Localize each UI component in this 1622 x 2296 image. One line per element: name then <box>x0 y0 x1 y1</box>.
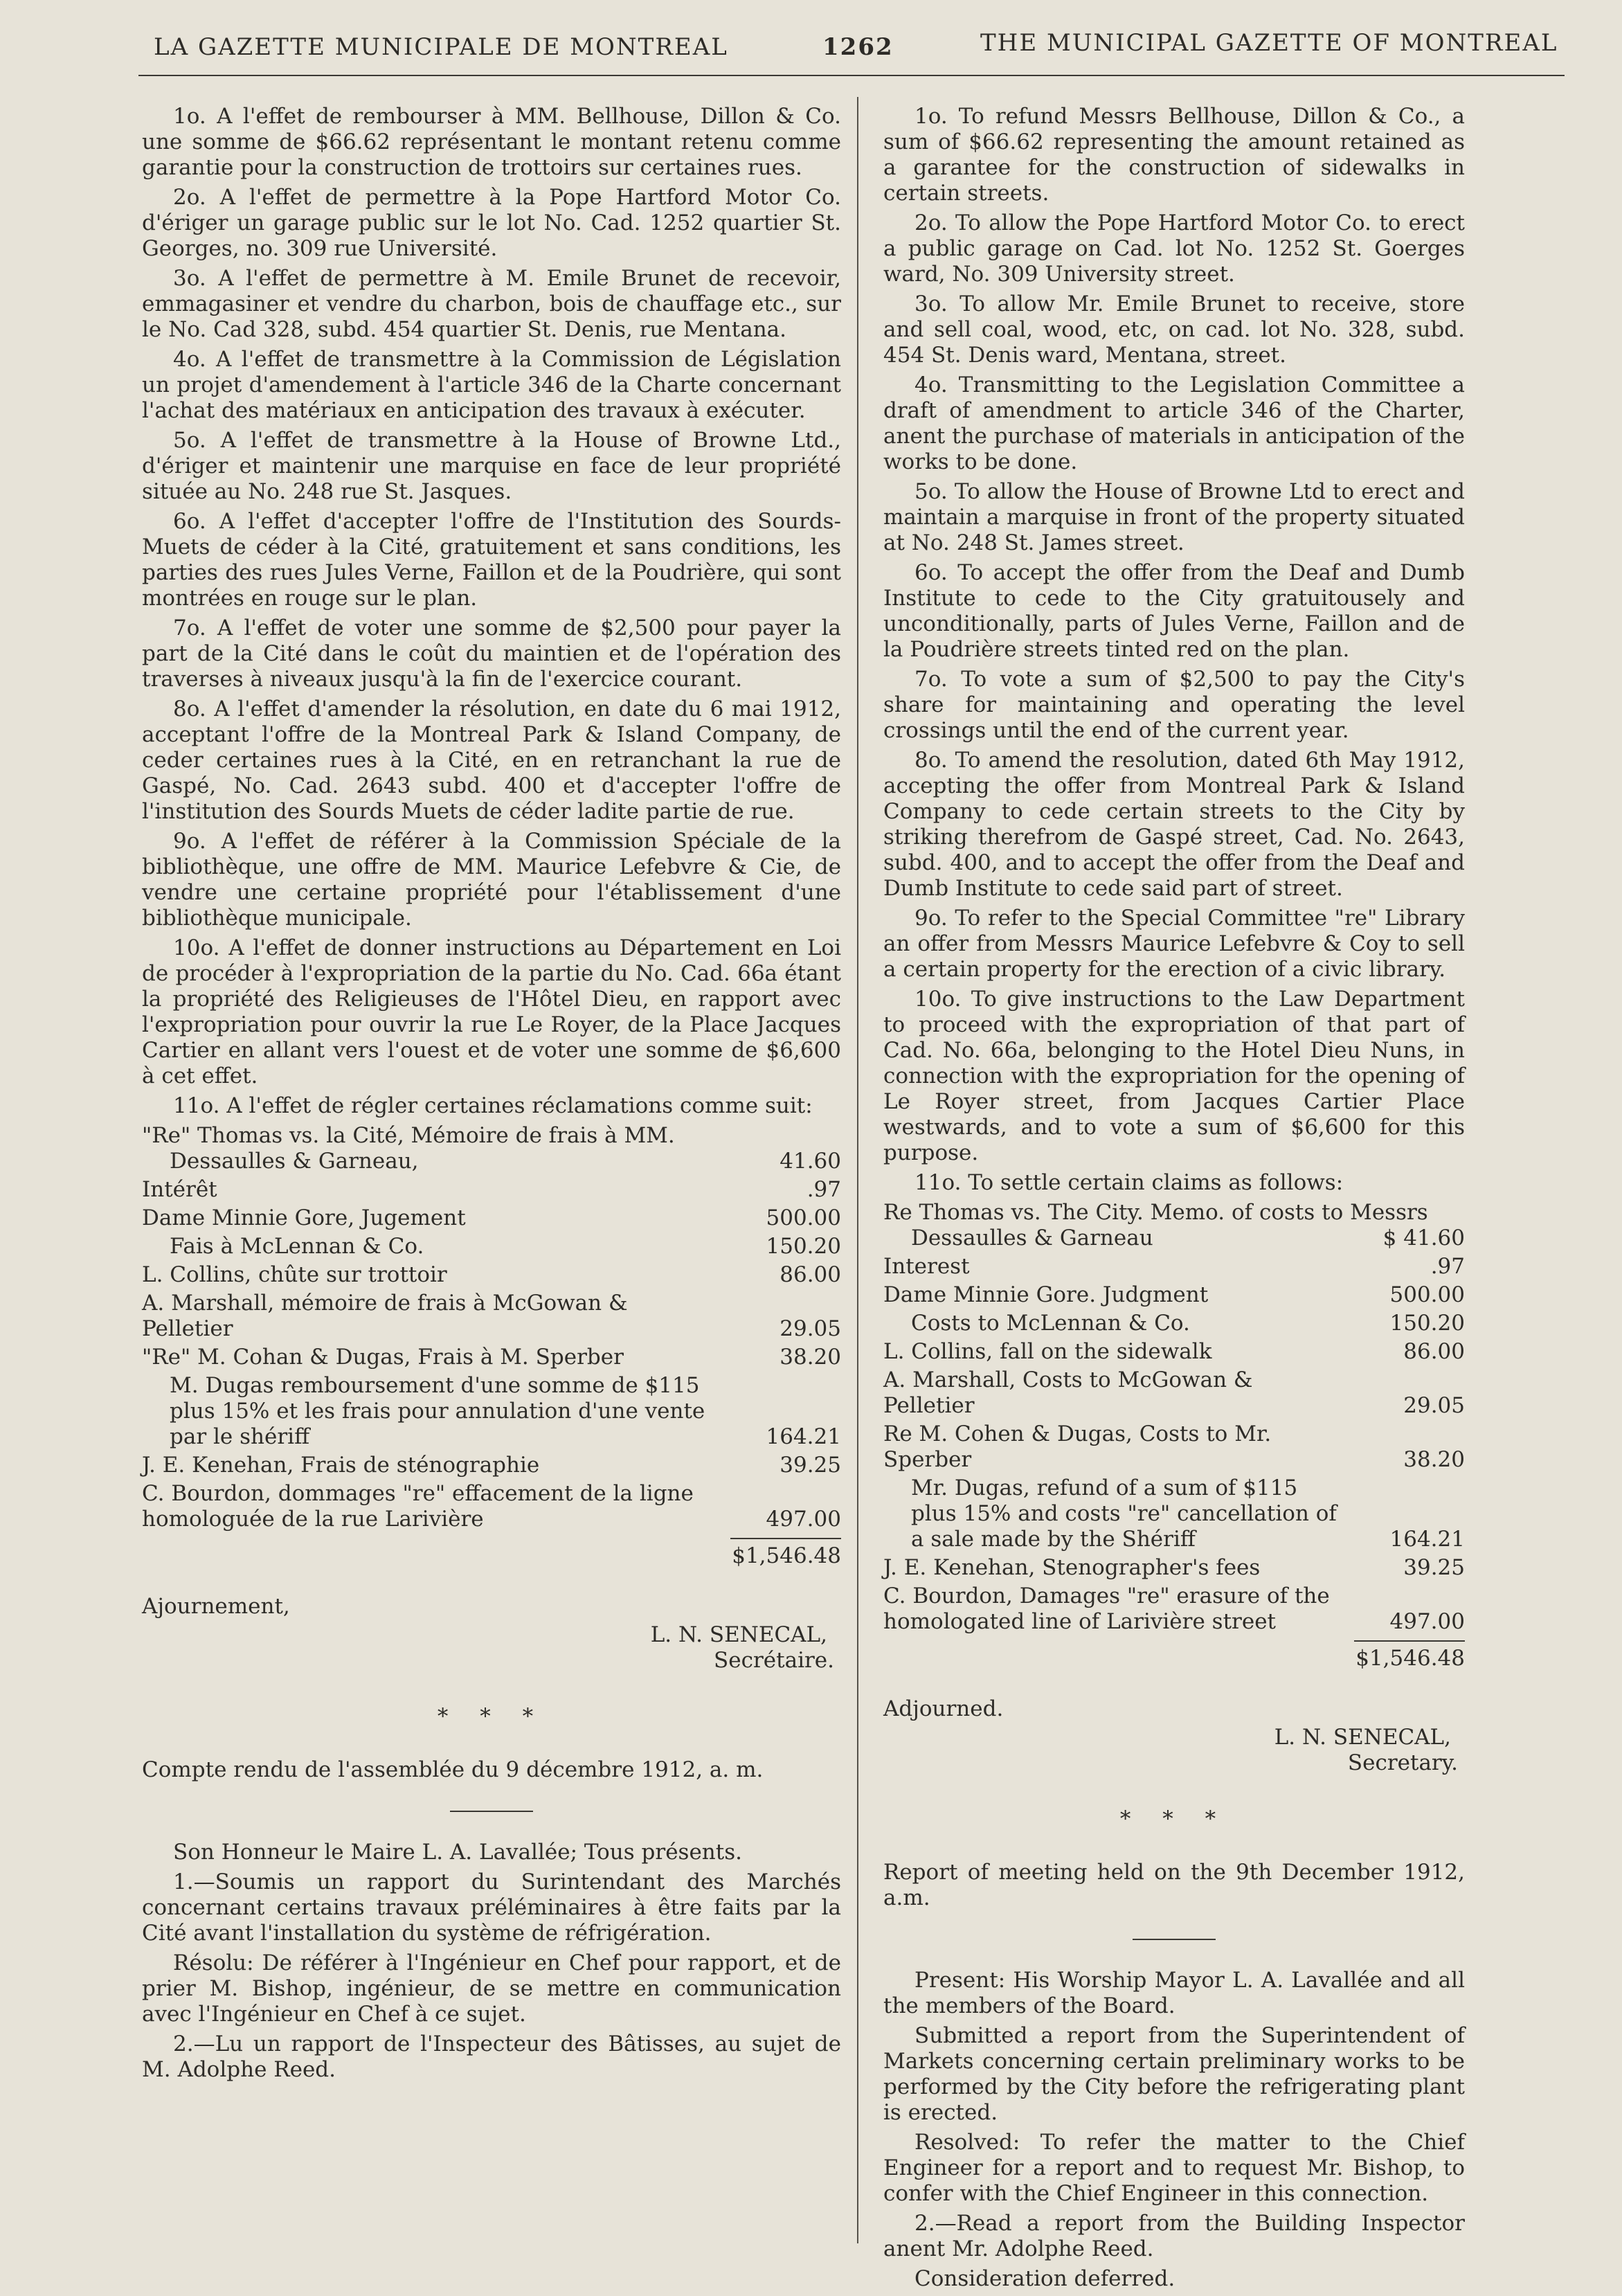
fr-item-6: 6o. A l'effet d'accepter l'offre de l'Institution des Sourds-Muets de céder à la Cité, gratuitement et sans conditions, les parties des rues Jules Verne, Faillon et de la Poudrière, qui sont montrées en rouge sur le plan. <box>142 509 841 611</box>
fr-claim-row <box>142 1149 841 1174</box>
en-claim-text: Dessaulles & Garneau <box>911 1226 1153 1250</box>
fr-claim-amount: 39.25 <box>780 1453 841 1478</box>
header-english-title: THE MUNICIPAL GAZETTE OF MONTREAL <box>980 29 1558 57</box>
en-claims-intro: Re Thomas vs. The City. Memo. of costs to Messrs <box>883 1200 1428 1225</box>
en-signature-title: Secretary. <box>1347 1750 1458 1775</box>
fr-short-rule <box>450 1811 533 1812</box>
french-column <box>142 104 841 2087</box>
fr-claim-amount: 86.00 <box>780 1262 841 1287</box>
fr-claim-text: M. Dugas remboursement d'une somme de $115 plus 15% et les frais pour annulation d'une vente par le shériff <box>170 1373 705 1449</box>
fr-claim-amount: 150.20 <box>766 1234 841 1259</box>
fr-meeting-resolved: Résolu: De référer à l'Ingénieur en Chef pour rapport, et de prier M. Bishop, ingénieur, de se mettre en communication avec l'Ingénieur en Chef à ce sujet. <box>142 1950 841 2027</box>
fr-item-7: 7o. A l'effet de voter une somme de $2,500 pour payer la part de la Cité dans le coût du maintien et de l'opération des traverses à niveaux jusqu'à la fin de l'exercice courant. <box>142 616 841 692</box>
en-item-10: 10o. To give instructions to the Law Department to proceed with the expropriation of that part of Cad. No. 66a, belonging to the Hotel Dieu Nuns, in connection with the expropriation for the opening of Le Royer street, from Jacques Cartier Place westwards, and to vote a sum of $6,600 for this purpose. <box>883 987 1465 1165</box>
page-number: 1262 <box>822 33 894 61</box>
en-claim-text: J. E. Kenehan, Stenographer's fees <box>883 1555 1261 1580</box>
fr-report-title: Compte rendu de l'assemblée du 9 décembre 1912, a. m. <box>142 1757 764 1782</box>
fr-claim-row <box>142 1205 841 1231</box>
fr-claims-list <box>142 1123 841 1569</box>
fr-item-4: 4o. A l'effet de transmettre à la Commission de Législation un projet d'amendement à l'article 346 de la Charte concernant l'achat des matériaux en anticipation des travaux à exécuter. <box>142 347 841 423</box>
fr-item-8: 8o. A l'effet d'amender la résolution, en date du 6 mai 1912, acceptant l'offre de la Montreal Park & Island Company, de ceder certaines rues à la Cité, en en retranchant la rue de Gaspé, No. Cad. 2643 subd. 400 et d'accepter l'offre de l'institution des Sourds Muets de céder ladite partie de rue. <box>142 697 841 824</box>
en-meeting-deferred: Consideration deferred. <box>914 2266 1175 2291</box>
fr-item-11: 11o. A l'effet de régler certaines réclamations comme suit: <box>173 1093 813 1118</box>
fr-item-1: 1o. A l'effet de rembourser à MM. Bellhouse, Dillon & Co. une somme de $66.62 représentant le montant retenu comme garantie pour la construction de trottoirs sur certaines rues. <box>142 104 841 180</box>
en-item-5: 5o. To allow the House of Browne Ltd to erect and maintain a marquise in front of the property situated at No. 248 St. James street. <box>883 479 1465 555</box>
header-french-title: LA GAZETTE MUNICIPALE DE MONTREAL <box>154 33 728 61</box>
fr-claim-row <box>142 1345 841 1370</box>
fr-claim-amount: 29.05 <box>780 1316 841 1341</box>
en-claim-row <box>883 1226 1465 1251</box>
fr-claim-row <box>142 1262 841 1288</box>
en-claims-list <box>883 1200 1465 1671</box>
fr-claim-amount: 38.20 <box>780 1345 841 1370</box>
en-meeting-resolved: Resolved: To refer the matter to the Chief Engineer for a report and to request Mr. Bishop, to confer with the Chief Engineer in this connection. <box>883 2130 1465 2206</box>
fr-signature-title: Secrétaire. <box>714 1648 834 1673</box>
en-claim-amount: $ 41.60 <box>1382 1226 1465 1250</box>
en-claim-row <box>883 1367 1465 1419</box>
en-claim-row <box>883 1311 1465 1336</box>
en-claim-row <box>883 1339 1465 1365</box>
fr-meeting-item-1: 1.—Soumis un rapport du Surintendant des Marchés concernant certains travaux préléminaires à être faits par la Cité avant l'installation du système de réfrigération. <box>142 1869 841 1946</box>
fr-meeting-item-2: 2.—Lu un rapport de l'Inspecteur des Bâtisses, au sujet de M. Adolphe Reed. <box>142 2032 841 2082</box>
fr-claim-amount: 164.21 <box>766 1424 841 1449</box>
fr-item-2: 2o. A l'effet de permettre à la Pope Hartford Motor Co. d'ériger un garage public sur le lot No. Cad. 1252 quartier St. Georges, no. 309 rue Université. <box>142 185 841 261</box>
en-claim-amount: 29.05 <box>1403 1393 1465 1418</box>
fr-claim-row <box>142 1373 841 1450</box>
fr-item-9: 9o. A l'effet de référer à la Commission Spéciale de la bibliothèque, une offre de MM. Maurice Lefebvre & Cie, de vendre une certaine propriété pour l'établissement d'une bibliothèque municipale. <box>142 829 841 931</box>
en-claim-text: Dame Minnie Gore. Judgment <box>883 1282 1209 1307</box>
en-claim-row <box>883 1555 1465 1581</box>
en-claims-total: $1,546.48 <box>1355 1646 1465 1671</box>
en-claim-text: Re M. Cohen & Dugas, Costs to Mr. Sperber <box>883 1421 1272 1472</box>
en-item-9: 9o. To refer to the Special Committee "re" Library an offer from Messrs Maurice Lefebvre & Coy to sell a certain property for the erection of a civic library. <box>883 906 1465 982</box>
en-item-2: 2o. To allow the Pope Hartford Motor Co. to erect a public garage on Cad. lot No. 1252 St. Goerges ward, No. 309 University street. <box>883 210 1465 287</box>
en-claim-text: L. Collins, fall on the sidewalk <box>883 1339 1212 1364</box>
fr-claims-total: $1,546.48 <box>732 1543 841 1568</box>
fr-section-stars: * * * <box>437 1704 546 1729</box>
fr-claim-row <box>142 1234 841 1259</box>
fr-claims-intro: "Re" Thomas vs. la Cité, Mémoire de frais à MM. <box>142 1123 675 1148</box>
fr-claim-text: "Re" M. Cohan & Dugas, Frais à M. Sperber <box>142 1345 624 1370</box>
en-claim-text: Mr. Dugas, refund of a sum of $115 plus 15% and costs "re" cancellation of a sale made by the Shériff <box>911 1476 1337 1552</box>
en-claim-row <box>883 1282 1465 1308</box>
fr-claim-text: Dessaulles & Garneau, <box>170 1149 419 1174</box>
en-short-rule <box>1133 1939 1216 1940</box>
page-header <box>0 28 1622 69</box>
fr-total-rule <box>730 1538 841 1539</box>
fr-claim-amount: 500.00 <box>766 1205 841 1230</box>
fr-claim-row <box>142 1481 841 1532</box>
en-claim-amount: 500.00 <box>1389 1282 1465 1307</box>
en-claim-amount: 39.25 <box>1403 1555 1465 1580</box>
en-claim-row <box>883 1476 1465 1552</box>
en-claim-amount: 38.20 <box>1403 1447 1465 1472</box>
en-total-rule <box>1354 1640 1465 1642</box>
en-section-stars: * * * <box>1119 1806 1229 1831</box>
en-item-3: 3o. To allow Mr. Emile Brunet to receive, store and sell coal, wood, etc, on cad. lot No. 328, subd. 454 St. Denis ward, Mentana, street. <box>883 292 1465 368</box>
english-column <box>883 104 1465 2296</box>
en-claim-text: C. Bourdon, Damages "re" erasure of the homologated line of Larivière street <box>883 1584 1330 1634</box>
en-claim-row <box>883 1421 1465 1473</box>
en-claim-row <box>883 1254 1465 1280</box>
en-meeting-present: Present: His Worship Mayor L. A. Lavallée and all the members of the Board. <box>883 1968 1465 2018</box>
fr-item-3: 3o. A l'effet de permettre à M. Emile Brunet de recevoir, emmagasiner et vendre du charbon, bois de chauffage etc., sur le No. Cad 328, subd. 454 quartier St. Denis, rue Mentana. <box>142 266 841 342</box>
en-meeting-item-1: Submitted a report from the Superintendent of Markets concerning certain preliminary works to be performed by the City before the refrigerating plant is erected. <box>883 2023 1465 2125</box>
fr-item-10: 10o. A l'effet de donner instructions au Département en Loi de procéder à l'expropriation de la partie du No. Cad. 66a étant la propriété des Religieuses de l'Hôtel Dieu, en rapport avec l'expropriation pour ouvrir la rue Le Royer, de la Place Jacques Cartier en allant vers l'ouest et de voter une somme de $6,600 à cet effet. <box>142 935 841 1088</box>
fr-claim-amount: 497.00 <box>766 1507 841 1532</box>
fr-claim-row <box>142 1291 841 1342</box>
column-divider <box>857 97 858 2243</box>
en-item-4: 4o. Transmitting to the Legislation Committee a draft of amendment to article 346 of the Charter, anent the purchase of materials in anticipation of the works to be done. <box>883 373 1465 474</box>
fr-claim-text: L. Collins, chûte sur trottoir <box>142 1262 447 1287</box>
en-item-11: 11o. To settle certain claims as follows: <box>914 1170 1344 1195</box>
fr-meeting-present: Son Honneur le Maire L. A. Lavallée; Tous présents. <box>173 1840 742 1865</box>
header-rule <box>138 75 1565 76</box>
fr-adjournment: Ajournement, <box>142 1594 290 1619</box>
en-item-6: 6o. To accept the offer from the Deaf and Dumb Institute to cede to the City gratuitousely and unconditionally, parts of Jules Verne, Faillon and de la Poudrière streets tinted red on the plan. <box>883 560 1465 662</box>
fr-claim-text: C. Bourdon, dommages "re" effacement de la ligne homologuée de la rue Larivière <box>142 1481 694 1532</box>
fr-signature-name: L. N. SENECAL, <box>650 1622 827 1647</box>
en-claim-amount: 86.00 <box>1403 1339 1465 1364</box>
fr-claim-text: Fais à McLennan & Co. <box>170 1234 424 1259</box>
fr-claim-text: Intérêt <box>142 1177 217 1202</box>
en-claim-text: A. Marshall, Costs to McGowan & Pelletier <box>883 1367 1253 1418</box>
en-claim-text: Costs to McLennan & Co. <box>911 1311 1190 1336</box>
en-item-8: 8o. To amend the resolution, dated 6th May 1912, accepting the offer from Montreal Park & Island Company to cede certain streets to the City by striking therefrom de Gaspé street, Cad. No. 2643, subd. 400, and to accept the offer from the Deaf and Dumb Institute to cede said part of street. <box>883 748 1465 901</box>
fr-claim-row <box>142 1453 841 1478</box>
en-item-1: 1o. To refund Messrs Bellhouse, Dillon & Co., a sum of $66.62 representing the amount retained as a garantee for the construction of sidewalks in certain streets. <box>883 104 1465 206</box>
fr-claim-text: Dame Minnie Gore, Jugement <box>142 1205 466 1230</box>
en-claim-row <box>883 1584 1465 1635</box>
en-claim-amount: 150.20 <box>1389 1311 1465 1336</box>
en-adjournment: Adjourned. <box>883 1696 1004 1721</box>
en-report-title: Report of meeting held on the 9th December 1912, a.m. <box>883 1860 1465 1910</box>
en-claim-text: Interest <box>883 1254 970 1279</box>
fr-claim-text: A. Marshall, mémoire de frais à McGowan & Pelletier <box>142 1291 628 1341</box>
en-signature-name: L. N. SENECAL, <box>1274 1725 1451 1750</box>
en-item-7: 7o. To vote a sum of $2,500 to pay the City's share for maintaining and operating the level crossings until the end of the current year. <box>883 667 1465 743</box>
fr-claim-amount: 41.60 <box>780 1149 841 1174</box>
en-claim-amount: 164.21 <box>1389 1527 1465 1552</box>
fr-claim-text: J. E. Kenehan, Frais de sténographie <box>142 1453 540 1478</box>
en-claim-amount: 497.00 <box>1389 1609 1465 1634</box>
fr-claim-amount: .97 <box>807 1177 841 1202</box>
fr-item-5: 5o. A l'effet de transmettre à la House of Browne Ltd., d'ériger et maintenir une marquise en face de leur propriété située au No. 248 rue St. Jasques. <box>142 428 841 504</box>
en-meeting-item-2: 2.—Read a report from the Building Inspector anent Mr. Adolphe Reed. <box>883 2211 1465 2261</box>
en-claim-amount: .97 <box>1430 1254 1465 1279</box>
fr-claim-row <box>142 1177 841 1203</box>
